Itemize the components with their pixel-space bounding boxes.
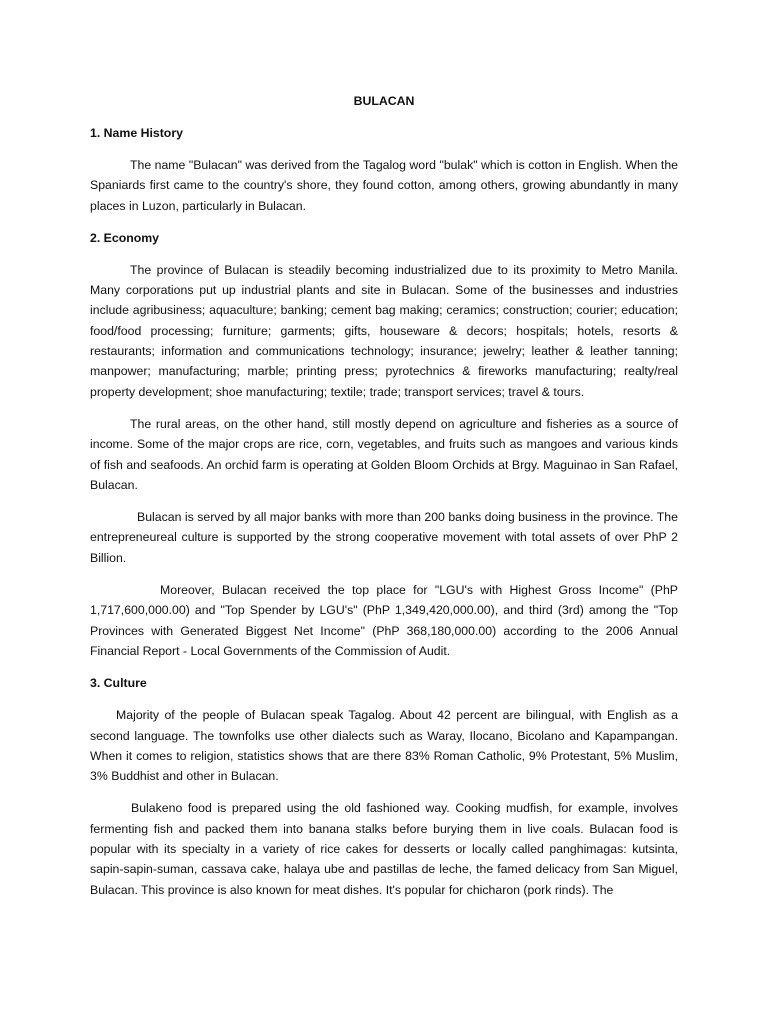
paragraph-economy-awards: Moreover, Bulacan received the top place for "LGU's with Highest Gross Income" (PhP 1,717,600,000.00) and "Top Spender by LGU's" (PhP 1,349,420,000.00), and third (3rd) among the "Top Provinces with Generated Biggest Net Income" (PhP 368,180,000.00) according to the 2006 Annual Financial Report - Local Governments of the Commission of Audit.	[90, 583, 678, 658]
paragraph-name-history: The name "Bulacan" was derived from the Tagalog word "bulak" which is cotton in English. When the Spaniards first came to the country's shore, they found cotton, among others, growing abundantly in many places in Luzon, particularly in Bulacan.	[90, 158, 678, 213]
paragraph-economy-industries: The province of Bulacan is steadily becoming industrialized due to its proximity to Metro Manila. Many corporations put up industrial plants and site in Bulacan. Some of the businesses and industries include agribusiness; aquaculture; banking; cement bag making; ceramics; construction; courier; education; food/food processing; furniture; garments; gifts, houseware & decors; hospitals; hotels, resorts & restaurants; information and communications technology; insurance; jewelry; leather & leather tanning; manpower; manufacturing; marble; printing press; pyrotechnics & fireworks manufacturing; realty/real property development; shoe manufacturing; textile; trade; transport services; travel & tours.	[90, 262, 678, 399]
section-heading-culture: 3. Culture	[90, 676, 147, 691]
section-heading-economy: 2. Economy	[90, 230, 160, 245]
paragraph-culture-food: Bulakeno food is prepared using the old fashioned way. Cooking mudfish, for example, involves fermenting fish and packed them into banana stalks before burying them in live coals. Bulacan food is popular with its specialty in a variety of rice cakes for desserts or locally called panghimagas: kutsinta, sapin-sapin-suman, cassava cake, halaya ube and pastillas de leche, the famed delicacy from San Miguel, Bulacan. This province is also known for meat dishes. It's popular for chicharon (pork rinds). The	[90, 801, 678, 897]
paragraph-economy-rural: The rural areas, on the other hand, still mostly depend on agriculture and fisheries as a source of income. Some of the major crops are rice, corn, vegetables, and fruits such as mangoes and various kinds of fish and seafoods. An orchid farm is operating at Golden Bloom Orchids at Brgy. Maguinao in San Rafael, Bulacan.	[90, 416, 678, 492]
section-heading-name-history: 1. Name History	[90, 126, 183, 140]
document-title: BULACAN	[353, 94, 415, 108]
document-body	[90, 91, 678, 912]
paragraph-economy-banks: Bulacan is served by all major banks with more than 200 banks doing business in the province. The entrepreneureal culture is supported by the strong cooperative movement with total assets of over PhP 2 Billion.	[90, 510, 678, 565]
paragraph-culture-language: Majority of the people of Bulacan speak Tagalog. About 42 percent are bilingual, with English as a second language. The townfolks use other dialects such as Waray, Ilocano, Bicolano and Kapampangan. When it comes to religion, statistics shows that are there 83% Roman Catholic, 9% Protestant, 5% Muslim, 3% Buddhist and other in Bulacan.	[90, 708, 678, 784]
